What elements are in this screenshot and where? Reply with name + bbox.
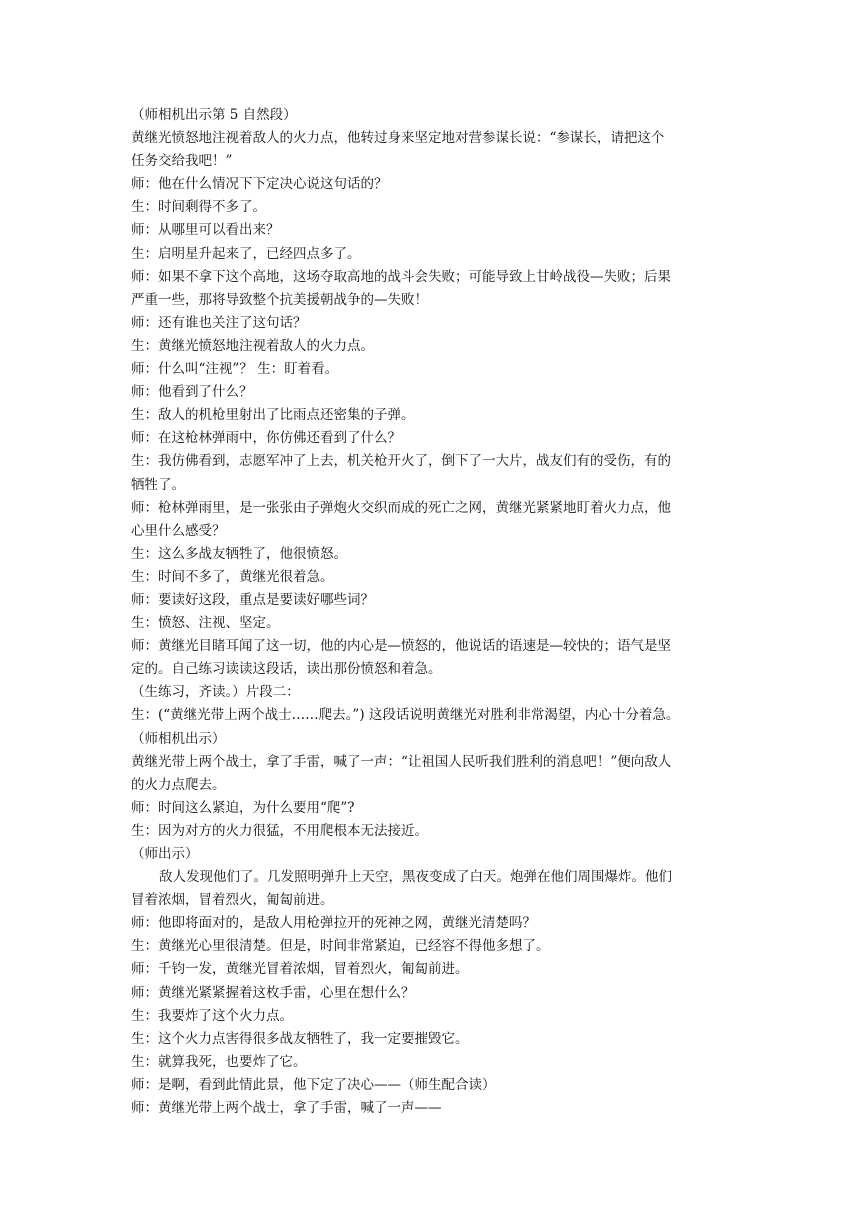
text-line: 师：什么叫“注视”？ 生：盯着看。 — [131, 361, 339, 378]
text-line: 生：这么多战友牺牲了，他很愤怒。 — [131, 545, 347, 562]
text-line: 牺牲了。 — [131, 476, 185, 493]
text-line: 任务交给我吧！” — [131, 153, 233, 170]
text-line: 师：是啊，看到此情此景，他下定了决心——（师生配合读） — [131, 1076, 496, 1093]
document-body — [131, 104, 731, 1120]
text-line: 生：敌人的机枪里射出了比雨点还密集的子弹。 — [131, 407, 415, 424]
text-line: 冒着浓烟，冒着烈火，匍匐前进。 — [131, 892, 334, 909]
text-line: 生：黄继光心里很清楚。但是，时间非常紧迫，已经容不得他多想了。 — [131, 938, 550, 955]
text-line: 生：这个火力点害得很多战友牺牲了，我一定要摧毁它。 — [131, 1030, 469, 1047]
text-line: 严重一些，那将导致整个抗美援朝战争的—失败！ — [131, 291, 428, 308]
text-line: 生：我仿佛看到，志愿军冲了上去，机关枪开火了，倒下了一大片，战友们有的受伤，有的 — [131, 453, 671, 470]
text-line: 师：他即将面对的，是敌人用枪弹拉开的死神之网，黄继光清楚吗？ — [131, 915, 536, 932]
text-line: 师：他看到了什么？ — [131, 384, 253, 401]
text-line: 生：时间剩得不多了。 — [131, 199, 266, 216]
text-line: 生：黄继光愤怒地注视着敌人的火力点。 — [131, 337, 374, 354]
text-line: 生：就算我死，也要炸了它。 — [131, 1053, 307, 1070]
text-line: 师：他在什么情况下下定决心说这句话的？ — [131, 176, 388, 193]
text-line: 生：启明星升起来了，已经四点多了。 — [131, 245, 361, 262]
text-line: 师：在这枪林弹雨中，你仿佛还看到了什么？ — [131, 430, 401, 447]
text-line: 生：我要炸了这个火力点。 — [131, 1007, 293, 1024]
text-line: 师：从哪里可以看出来？ — [131, 222, 280, 239]
text-line: 生：因为对方的火力很猛，不用爬根本无法接近。 — [131, 822, 428, 839]
text-line: 敌人发现他们了。几发照明弹升上天空，黑夜变成了白天。炮弹在他们周围爆炸。他们 — [159, 869, 672, 886]
text-line: 黄继光愤怒地注视着敌人的火力点，他转过身来坚定地对营参谋长说：“参谋长，请把这个 — [131, 130, 665, 147]
text-line: 师：要读好这段，重点是要读好哪些词？ — [131, 591, 374, 608]
text-line: 师：时间这么紧迫，为什么要用“爬”? — [131, 799, 355, 816]
text-line: 师：黄继光目睹耳闻了这一切，他的内心是—愤怒的，他说话的语速是—较快的；语气是坚 — [131, 638, 671, 655]
text-line: 生：(“黄继光带上两个战士……爬去。”) 这段话说明黄继光对胜利非常渴望，内心十分着急。 — [131, 707, 680, 724]
text-line: 师：枪林弹雨里，是一张张由子弹炮火交织而成的死亡之网，黄继光紧紧地盯着火力点，他 — [131, 499, 671, 516]
text-line: 师：如果不拿下这个高地，这场夺取高地的战斗会失败；可能导致上甘岭战役—失败；后果 — [131, 268, 671, 285]
text-line: （师相机出示） — [131, 730, 226, 747]
text-line: （师相机出示第 5 自然段） — [131, 107, 297, 123]
text-line: 生：时间不多了，黄继光很着急。 — [131, 568, 334, 585]
text-line: 师：千钧一发，黄继光冒着浓烟，冒着烈火，匍匐前进。 — [131, 961, 469, 978]
text-line: 定的。自己练习读读这段话，读出那份愤怒和着急。 — [131, 661, 442, 678]
text-line: （师出示） — [131, 846, 199, 862]
text-line: 黄继光带上两个战士，拿了手雷，喊了一声：“让祖国人民听我们胜利的消息吧！”便向敌人 — [131, 753, 672, 770]
text-line: （生练习，齐读。）片段二： — [131, 684, 300, 701]
text-line: 师：黄继光紧紧握着这枚手雷，心里在想什么？ — [131, 984, 415, 1001]
text-line: 师：还有谁也关注了这句话？ — [131, 314, 307, 331]
text-line: 师：黄继光带上两个战士，拿了手雷，喊了一声—— — [131, 1100, 442, 1117]
text-line: 的火力点爬去。 — [131, 776, 226, 793]
text-line: 生：愤怒、注视、坚定。 — [131, 615, 280, 632]
text-line: 心里什么感受？ — [131, 522, 226, 539]
